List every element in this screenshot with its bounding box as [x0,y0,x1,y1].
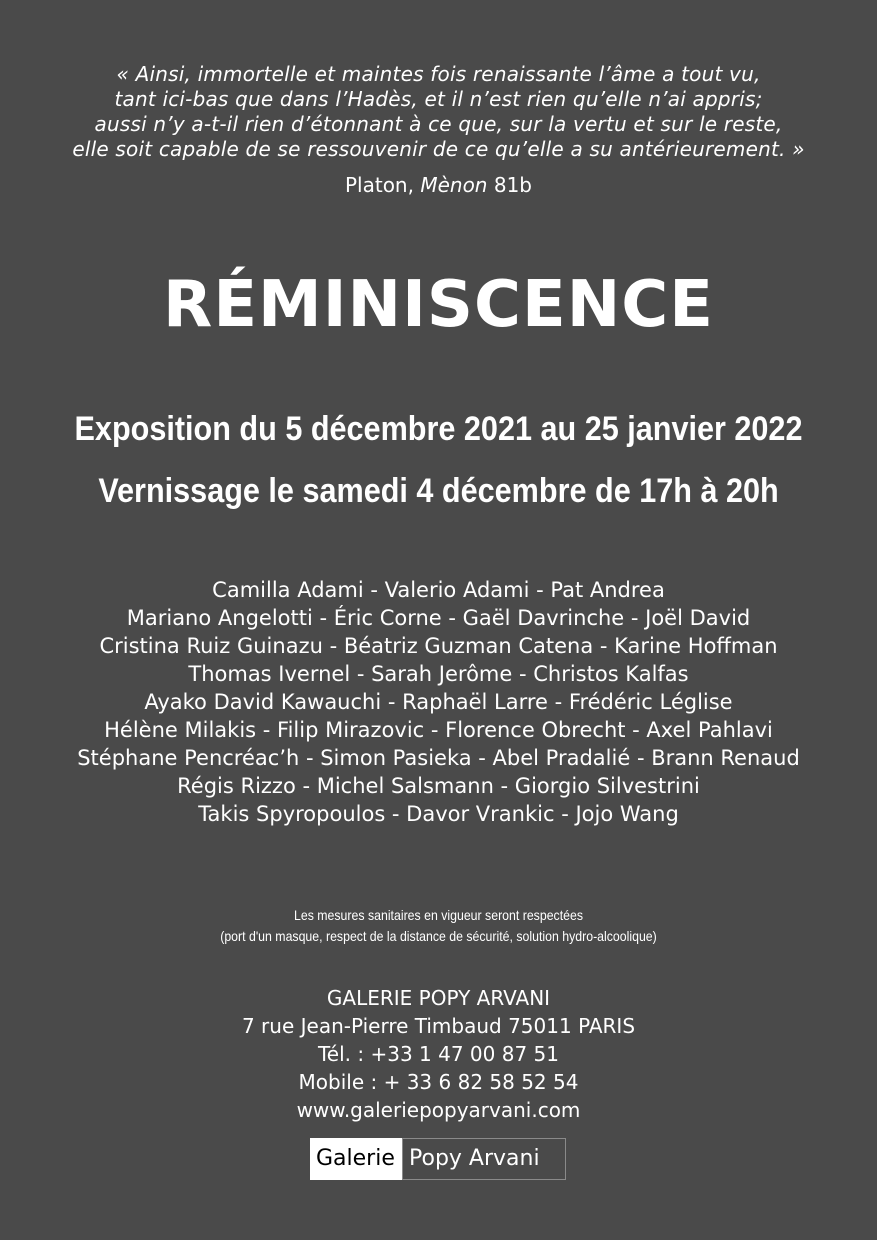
gallery-website: www.galeriepopyarvani.com [296,1098,581,1122]
exhibition-dates: Exposition du 5 décembre 2021 au 25 janvier 2022 [74,410,803,448]
gallery-contact [0,984,877,1124]
artist-line: Takis Spyropoulos - Davor Vrankic - Jojo Wang [198,802,679,826]
artist-line: Mariano Angelotti - Éric Corne - Gaël Davrinche - Joël David [126,606,751,630]
artist-line: Stéphane Pencréac’h - Simon Pasieka - Abel Pradalié - Brann Renaud [77,746,800,770]
artist-list [0,576,877,828]
logo-left-text: Galerie [310,1138,402,1180]
quote-citation [0,173,877,197]
epigraph-quote [0,62,877,162]
artist-line: Hélène Milakis - Filip Mirazovic - Florence Obrecht - Axel Pahlavi [104,718,773,742]
logo-right-text: Popy Arvani [402,1138,566,1180]
gallery-mobile: Mobile : + 33 6 82 58 52 54 [298,1070,579,1094]
quote-line: tant ici-bas que dans l’Hadès, et il n’est rien qu’elle n’ai appris; [114,87,763,111]
notice-line: (port d'un masque, respect de la distance de sécurité, solution hydro-alcoolique) [220,928,657,944]
exhibition-title: RÉMINISCENCE [163,268,714,342]
artist-line: Camilla Adami - Valerio Adami - Pat Andrea [212,578,665,602]
citation-author: Platon, [344,173,414,197]
opening-reception: Vernissage le samedi 4 décembre de 17h à 20h [98,472,779,510]
sanitary-notice [53,905,825,947]
notice-line: Les mesures sanitaires en vigueur seront respectées [294,907,583,923]
artist-line: Thomas Ivernel - Sarah Jerôme - Christos Kalfas [188,662,689,686]
quote-line: elle soit capable de se ressouvenir de ce qu’elle a su antérieurement. » [72,137,805,161]
artist-line: Régis Rizzo - Michel Salsmann - Giorgio Silvestrini [177,774,700,798]
citation-work: Mènon [420,173,488,197]
quote-line: aussi n’y a-t-il rien d’étonnant à ce que, sur la vertu et sur le reste, [94,112,783,136]
gallery-address: 7 rue Jean-Pierre Timbaud 75011 PARIS [241,1014,636,1038]
gallery-name: GALERIE POPY ARVANI [326,986,551,1010]
citation-reference: 81b [493,173,532,197]
gallery-logo [310,1138,566,1180]
artist-line: Ayako David Kawauchi - Raphaël Larre - Frédéric Léglise [144,690,733,714]
quote-line: « Ainsi, immortelle et maintes fois renaissante l’âme a tout vu, [116,62,761,86]
artist-line: Cristina Ruiz Guinazu - Béatriz Guzman Catena - Karine Hoffman [99,634,778,658]
gallery-phone: Tél. : +33 1 47 00 87 51 [317,1042,559,1066]
